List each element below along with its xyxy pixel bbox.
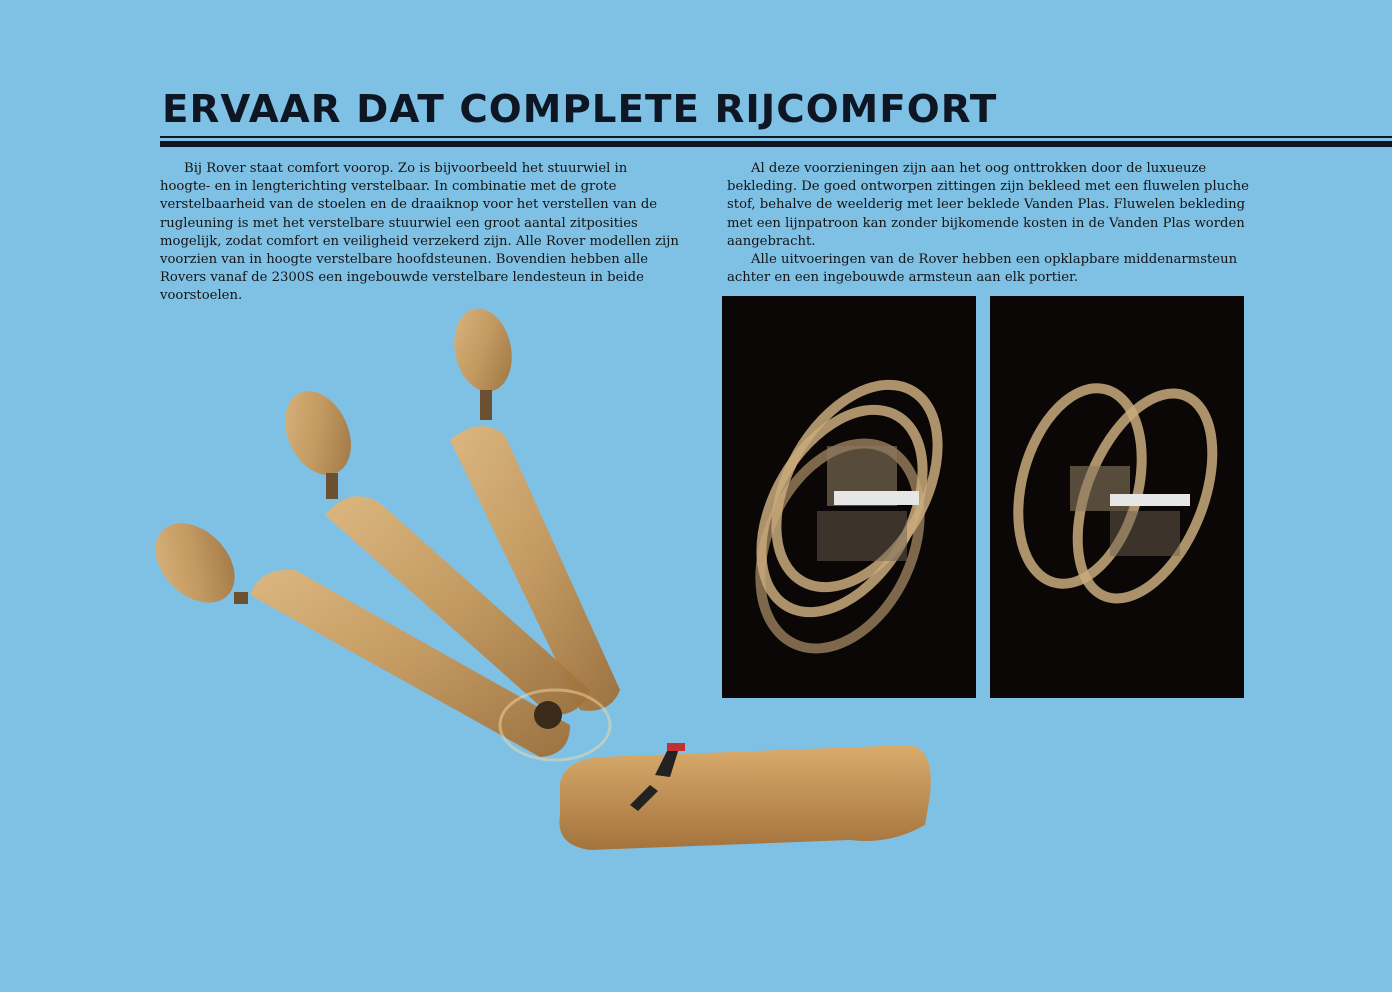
steering-wheel-photo-2: [990, 296, 1244, 698]
recline-knob-icon: [534, 701, 562, 729]
title-rule-thin: [160, 136, 1392, 138]
page-title: ERVAAR DAT COMPLETE RIJCOMFORT: [162, 87, 998, 131]
seat-cushion: [559, 743, 930, 850]
paragraph-upholstery: Al deze voorzieningen zijn aan het oog onttrokken door de luxueuze bekleding. De goed ontworpen zittingen zijn bekleed met een fluwelen pluche stof, behalve de weelderig met leer beklede Vanden Plas. Fluwelen bekleding met een lijnpatroon kan zonder bijkomende kosten in de Vanden Plas worden aangebracht.: [727, 161, 1249, 249]
title-rule-thick: [160, 141, 1392, 147]
steering-wheel-photo-1: [722, 296, 976, 698]
paragraph-armrests: Alle uitvoeringen van de Rover hebben een opklapbare middenarmsteun achter en een ingebouwde armsteun aan elk portier.: [727, 252, 1238, 286]
paragraph-comfort: Bij Rover staat comfort voorop. Zo is bijvoorbeeld het stuurwiel in hoogte- en in lengterichting verstelbaar. In combinatie met de grote verstelbaarheid van de stoelen en de draaiknop voor het verstellen van de rugleuning is met het verstelbare stuurwiel een groot aantal zitposities mogelijk, zodat comfort en veiligheid verzekerd zijn. Alle Rover modellen zijn voorzien van in hoogte verstelbare hoofdsteunen. Bovendien hebben alle Rovers vanaf de 2300S een ingebouwde verstelbare lendesteun in beide voorstoelen.: [160, 161, 679, 304]
text-column-left: [160, 160, 680, 306]
text-column-right: [727, 160, 1257, 287]
